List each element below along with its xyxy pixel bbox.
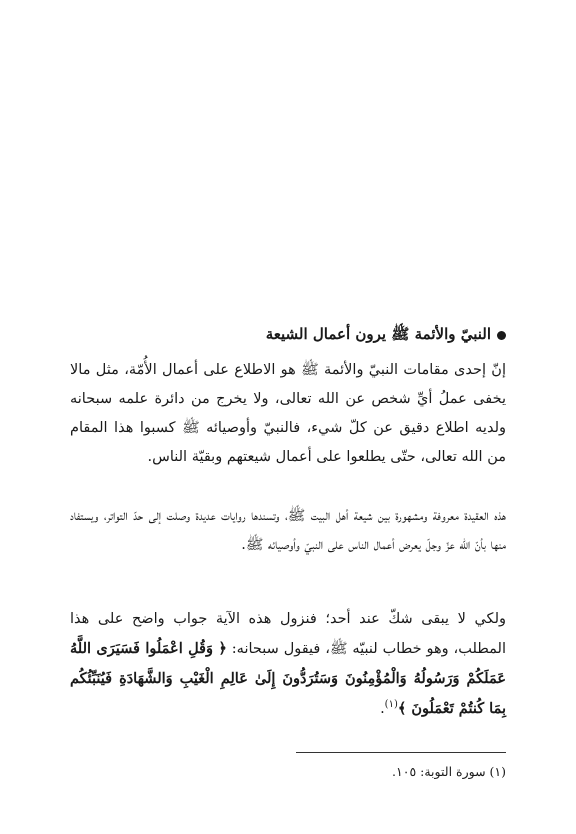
section-heading xyxy=(66,322,506,346)
footnote-divider xyxy=(296,752,506,753)
paragraph-2: هذه العقيدة معروفة ومشهورة بين شيعة أهل البيت ﷺ، وتسندها روايات عديدة وصلت إلى حدّ التواتر، ويستفاد منها بأنّ الله عزّ وجلّ يعرض أعمال الناس على النبيّ وأوصيائه ﷺ. xyxy=(70,508,506,553)
paragraph-3 xyxy=(70,605,506,724)
footnote: (١) سورة التوبة: ١٠٥. xyxy=(392,764,506,779)
section-heading-text: النبيّ والأئمة ﷺ يرون أعمال الشيعة xyxy=(265,325,491,343)
bullet-icon xyxy=(497,331,506,340)
paragraph-3-intro: ولكي لا يبقى شكّ عند أحد؛ فنزول هذه الآية جواب واضح على هذا المطلب، وهو خطاب لنبيّه ﷺ، فيقول سبحانه: xyxy=(70,611,506,657)
footnote-reference: (١) xyxy=(384,699,398,711)
paragraph-3-end: . xyxy=(380,701,385,717)
quran-verse: ﴿ وَقُلِ اعْمَلُوا فَسَيَرَى اللَّهُ عَمَلَكُمْ وَرَسُولُهُ وَالْمُؤْمِنُونَ وَسَتُرَدُّونَ إِلَىٰ عَالِمِ الْغَيْبِ وَالشَّهَادَةِ فَيُنَبِّئُكُم بِمَا كُنتُمْ تَعْمَلُونَ ﴾ xyxy=(70,640,506,717)
paragraph-1: إنّ إحدى مقامات النبيّ والأئمة ﷺ هو الاطلاع على أعمال الأُمّة، مثل مالا يخفى عملُ أيِّ شخص عن الله تعالى، ولا يخرج من دائرة علمه سبحانه ولديه اطلاع دقيق عن كلّ شيء، فالنبيّ وأوصيائه ﷺ كسبوا هذا المقام من الله تعالى، حتّى يطلعوا على أعمال شيعتهم وبقيّة الناس. xyxy=(70,362,506,465)
